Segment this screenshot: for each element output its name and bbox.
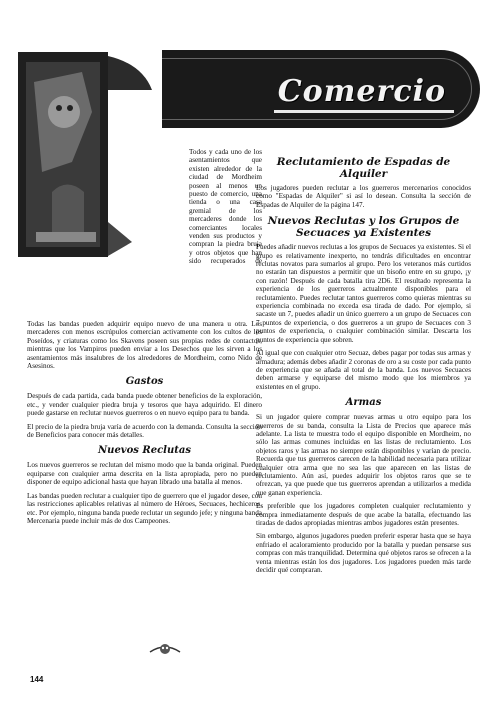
heading-grupos-secuaces: Nuevos Reclutas y los Grupos de Secuaces ya Existentes [267,215,460,240]
left-column [27,320,262,530]
page-number: 144 [30,675,44,684]
heading-espadas-de-alquiler: Reclutamiento de Espadas de Alquiler [276,156,451,180]
page-title: Comercio [277,74,446,109]
right-column [256,150,471,579]
heading-armas: Armas [345,397,382,409]
paragraph-gastos-1: Después de cada partida, cada banda puede obtener beneficios de la exploración, etc., y vender cualquier piedra bruja y tesoros que haya adquirido. El dinero puede gastarse en reclutar nuevos guerreros o en nuevo equipo para tu banda. [27,392,262,418]
paragraph-gastos-2: El precio de la piedra bruja varía de acuerdo con la demanda. Consulta la sección de Beneficios para conocer más detalles. [27,422,262,440]
heading-gastos: Gastos [125,376,164,388]
intro-wrap [189,148,262,271]
skull-ornament-icon [148,640,182,658]
paragraph-grupos-1: Puedes añadir nuevos reclutas a los grupos de Secuaces ya existentes. Si el grupo es relativamente inexperto, no tendrás dificultades en encontrar reclutas novatos para sumarlos al grupo. Pero los veteranos más curtidos no estarán tan dispuestos a permitir que un bisoño entre en su grupo, ¡y con razón! Después de cada batalla tira 2D6. El resultado representa la experiencia de los guerreros actualmente disponibles para el reclutamiento. Puedes reclutar tantos guerreros como quieras mientras su experiencia combinada no exceda esa tirada de dado. Por ejemplo, si sacaste un 7, puedes añadir un único guerrero a un grupo de Secuaces con 7 puntos de experiencia, o dos guerreros a un grupo de Secuaces con 3 puntos de experiencia, o cualquier combinación similar. Descarta los puntos de experiencia que sobren. [256,243,471,344]
paragraph-nuevos-2: Las bandas pueden reclutar a cualquier tipo de guerrero que el jugador desee, con las restricciones aplicables relativas al número de Héroes, Secuaces, hechiceros, etc. Por ejemplo, ninguna banda puede reclutar un segundo jefe; y ninguna banda Mercenaria puede incluir más de dos Campeones. [27,491,262,525]
paragraph-armas-1: Si un jugador quiere comprar nuevas armas u otro equipo para los guerreros de su banda, consulta la Lista de Precios que aparece más adelante. La lista te muestra todo el equipo disponible en Mordheim, no sólo las armas comunes incluidas en las listas de reclutamiento. Los objetos raros y las armas no siempre están disponibles y varían de precio. Recuerda que tus guerreros carecen de la habilidad necesaria para utilizar cualquier otra arma que no sea las que aparecen en las listas de reclutamiento. Aún así, puedes adquirir los objetos raros que se te ofrezcan, ya que puede que tus guerreros aprendan a utilizarlos a medida que ganan experiencia. [256,413,471,497]
intro-paragraph: Todos y cada uno de los asentamientos que existen alrededor de la ciudad de Mordheim poseen al menos un puesto de comercio, una tienda o una casa gremial de los mercaderes donde los comerciantes locales venden sus productos y compran la piedra bruja y otros objetos que han sido recuperados de [189,148,262,266]
merchant-illustration [12,42,162,270]
paragraph-grupos-2: Al igual que con cualquier otro Secuaz, debes pagar por todas sus armas y armadura; además debes añadir 2 coronas de oro a su coste por cada punto de experiencia que se añada al total de la banda. Los nuevos Secuaces deben armarse y equiparse del mismo modo que los miembros ya existentes en el grupo. [256,349,471,391]
heading-nuevos-reclutas: Nuevos Reclutas [98,445,191,457]
paragraph-nuevos-1: Los nuevos guerreros se reclutan del mismo modo que la banda original. Pueden equiparse con cualquier arma descrita en la lista apropiada, pero no pueden disponer de equipo adicional hasta que hayan librado una batalla al menos. [27,461,262,487]
paragraph-armas-3: Sin embargo, algunos jugadores pueden preferir esperar hasta que se haya enfriado el acaloramiento producido por la batalla y puedan pensarse sus compras con más tranquilidad. Determina qué objetos raros se ofrecen a la venta mientras están los dos jugadores. Los jugadores pueden más tarde decidir qué compraran. [256,532,471,575]
paragraph-bandas: Todas las bandas pueden adquirir equipo nuevo de una manera u otra. Los mercaderes con menos escrúpulos comercian activamente con los cultos de los Poseídos, y criaturas como los Skavens poseen sus propias redes de contactos, mientras que los Vampiros pueden enviar a los Desechos que les sirven a los asentamientos más insalubres de los alrededores de Mordheim, como Nido de Asesinos. [27,320,262,371]
paragraph-espadas: Los jugadores pueden reclutar a los guerreros mercenarios conocidos como "Espadas de Alquiler" si así lo desean. Consulta la sección de Espadas de Alquiler de la página 147. [256,184,471,209]
paragraph-armas-2: Es preferible que los jugadores completen cualquier reclutamiento y compra inmediatamente después de que acabe la batalla, efectuando las tiradas de dados apropiadas mientras ambos jugadores están presentes. [256,502,471,527]
